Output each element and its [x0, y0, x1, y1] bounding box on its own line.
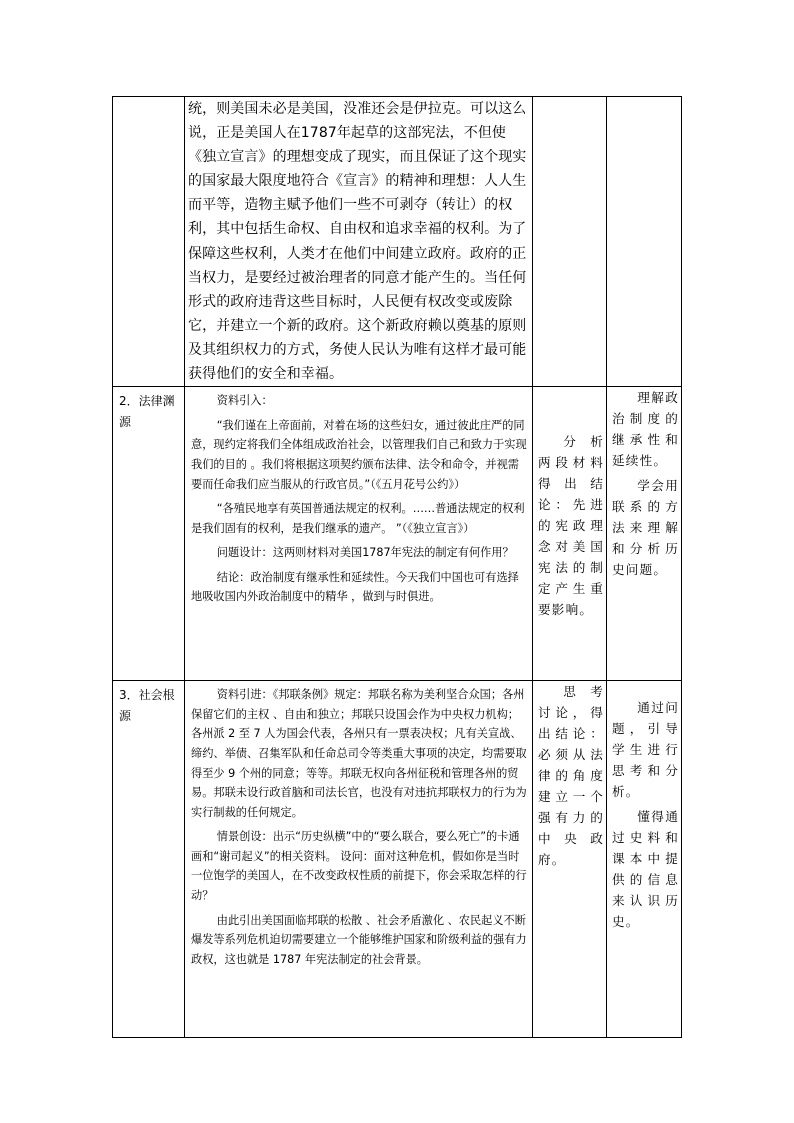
material-intro: 资料引入： — [216, 394, 273, 408]
design-intent-cell — [607, 97, 682, 387]
continuation-text: 统，则美国未必是美国，没准还会是伊拉克。可以这么说，正是美国人在1787年起草的这部宪法，不但使《独立宣言》的理想变成了现实，而且保证了这个现实的国家最大限度地符合《宣言》的精神和理想：人人生而平等，造物主赋予他们一些不可剥夺（转让）的权利，其中包括生命权、自由权和追求幸福的权利。为了保障这些权利，人类才在他们中间建立政府。政府的正当权力，是要经过被治理者的同意才能产生的。当任何形式的政府违背这些目标时，人民便有权改变或废除它，并建立一个新的政府。这个新政府赖以奠基的原则及其组织权力的方式，务使人民认为唯有这样才最可能获得他们的安全和幸福。 — [188, 101, 527, 383]
table-row — [113, 97, 682, 387]
design-intent-cell — [607, 681, 682, 1038]
conclusion: 结论：政治制度有继承性和延续性。今天我们中国也可有选择地吸收国内外政治制度中的精华 ，做到与时俱进。 — [191, 570, 519, 604]
lesson-plan-table — [112, 96, 682, 1038]
content-cell — [185, 97, 533, 387]
table-row — [113, 387, 682, 681]
design-intent-2: 学会用联系的方法来理解和分析历史问题。 — [612, 478, 679, 578]
content-cell — [185, 387, 533, 681]
content-cell — [185, 681, 533, 1038]
design-intent-cell — [607, 387, 682, 681]
quote-mayflower: “我们谨在上帝面前，对着在场的这些妇女，通过彼此庄严的同意，现约定将我们全体组成政治社会，以管理我们自己和致力于实现我们的目的 。我们将根据这项契约颁布法律、法令和命令，并视需要而任命我们应当服从的行政官员。”（《五月花号公约》） — [191, 418, 527, 491]
student-activity-text: 思考讨论，得出结论：必须从法律的角度建立一个强有力的中央政府。 — [538, 684, 604, 868]
student-activity-text: 分析两段材料得出结论：先进的宪政理念对美国宪法的制定产生重要影响。 — [538, 434, 604, 618]
design-intent-1: 通过问题，引导学生进行思考和分析。 — [612, 700, 679, 800]
student-activity-cell — [533, 681, 607, 1038]
stage-cell — [113, 97, 185, 387]
question-design: 问题设计：这两则材料对美国1787年宪法的制定有何作用？ — [216, 546, 514, 560]
material-articles: 资料引进：《邦联条例》规定：邦联名称为美利坚合众国；各州保留它们的主权 、自由和独立；邦联只设国会作为中央权力机构；各州派 2 至 7 人为国会代表，各州只有一票表决权；凡有关宣战、缔约、举债、召集军队和任命总司令等类重大事项的决定，均需要取得至少 9 个州的同意；等等。邦联无权向各州征税和管理各州的贸易。邦联未设行政首脑和司法长官，也没有对违抗邦联权力的行为为实行制裁的任何规定。 — [191, 688, 527, 819]
scenario-design: 情景创设：出示“历史纵横”中的“要么联合，要么死亡”的卡通画和“谢司起义”的相关资料。 设问：面对这种危机，假如你是当时一位饱学的美国人，在不改变政权性质的前提下，你会采取怎样的行动？ — [191, 830, 527, 903]
table-row — [113, 681, 682, 1038]
student-activity-cell — [533, 387, 607, 681]
design-intent-2: 懂得通过史料和课本中提供的信息来认识历史。 — [612, 809, 679, 930]
social-background-summary: 由此引出美国面临邦联的松散 、社会矛盾激化 、农民起义不断爆发等系列危机迫切需要建立一个能够维护国家和阶级利益的强有力政权，这也就是 1787 年宪法制定的社会背景。 — [191, 913, 527, 966]
quote-declaration: “各殖民地享有英国普通法规定的权利。……普通法规定的权利是我们固有的权利，是我们继承的遗产。 ”（《独立宣言》） — [191, 502, 525, 535]
design-intent-1: 理解政治制度的继承性和延续性。 — [612, 390, 679, 469]
stage-label: 3．社会根源 — [119, 688, 175, 724]
stage-cell — [113, 681, 185, 1038]
stage-cell — [113, 387, 185, 681]
stage-label: 2．法律渊源 — [119, 394, 175, 430]
student-activity-cell — [533, 97, 607, 387]
